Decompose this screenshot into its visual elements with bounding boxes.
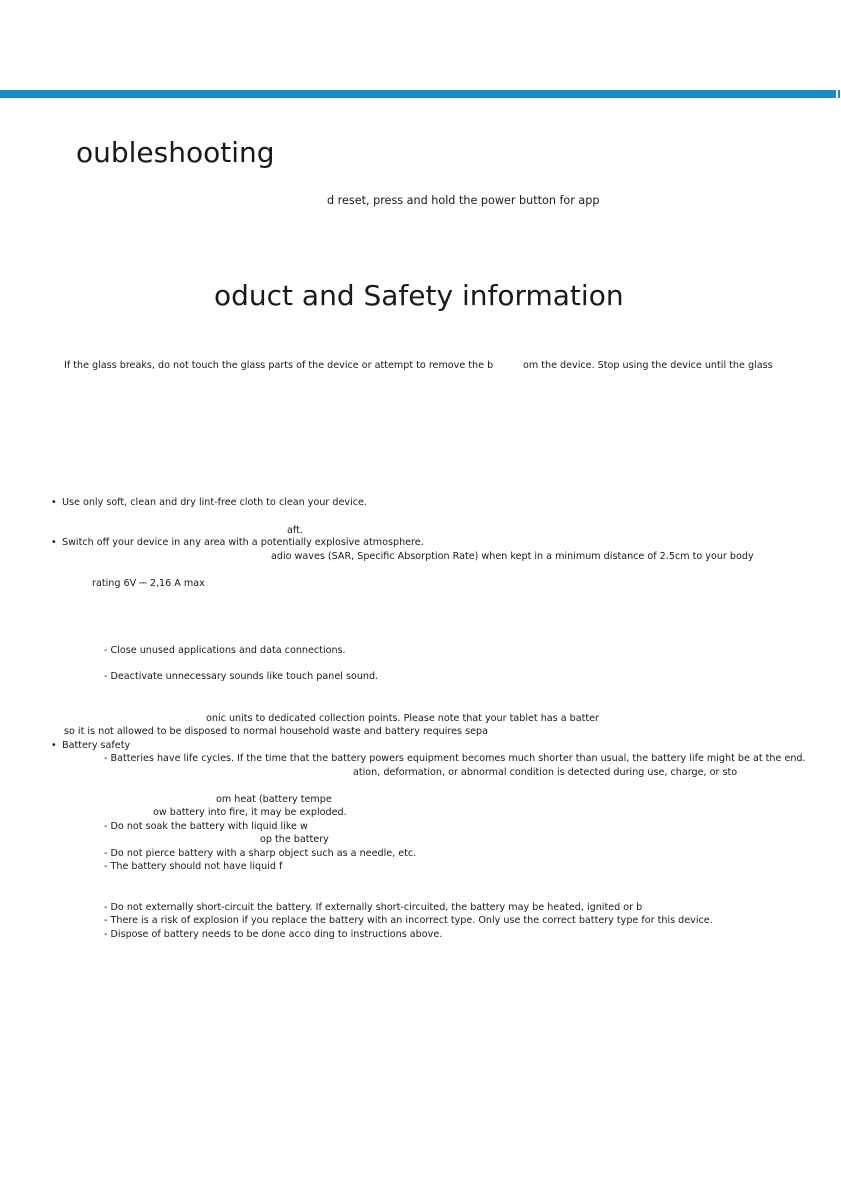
battery-safety-item: om heat (battery tempe bbox=[216, 794, 332, 805]
glass-warning-text: If the glass breaks, do not touch the glass parts of the device or attempt to remove the b bbox=[64, 360, 494, 371]
battery-safety-title: Battery safety bbox=[62, 740, 131, 751]
explosive-atmosphere-text: Switch off your device in any area with a potentially explosive atmosphere. bbox=[62, 537, 424, 548]
power-rating-text: rating 6V ⎓ 2,16 A max bbox=[92, 578, 205, 589]
battery-safety-item: - The battery should not have liquid f bbox=[104, 861, 283, 872]
battery-safety-item: - There is a risk of explosion if you replace the battery with an incorrect type. Only use the correct battery type for this device. bbox=[104, 915, 713, 926]
battery-safety-item: - Dispose of battery needs to be done acco ding to instructions above. bbox=[104, 929, 443, 940]
header-accent-rule bbox=[0, 90, 836, 98]
clean-device-text: Use only soft, clean and dry lint-free cloth to clean your device. bbox=[62, 497, 367, 508]
sar-text: adio waves (SAR, Specific Absorption Rate) when kept in a minimum distance of 2.5cm to your body bbox=[271, 551, 754, 562]
glass-warning-text-cont: om the device. Stop using the device until the glass bbox=[523, 360, 773, 371]
hard-reset-text: d reset, press and hold the power button for app bbox=[327, 194, 600, 207]
battery-tip-item: - Close unused applications and data connections. bbox=[104, 645, 346, 656]
disposal-text-line1: onic units to dedicated collection points. Please note that your tablet has a batter bbox=[206, 713, 599, 724]
bullet-icon: • bbox=[51, 537, 57, 548]
disposal-text-line2: so it is not allowed to be disposed to normal household waste and battery requires sepa bbox=[64, 726, 488, 737]
battery-tip-item: - Deactivate unnecessary sounds like touch panel sound. bbox=[104, 671, 379, 682]
aircraft-text-fragment: aft. bbox=[287, 525, 303, 536]
troubleshooting-heading: oubleshooting bbox=[76, 136, 275, 169]
battery-safety-item: op the battery bbox=[260, 834, 329, 845]
bullet-icon: • bbox=[51, 497, 57, 508]
bullet-icon: • bbox=[51, 740, 57, 751]
battery-safety-item: - Do not soak the battery with liquid like w bbox=[104, 821, 308, 832]
safety-heading: oduct and Safety information bbox=[214, 279, 624, 312]
header-accent-tick bbox=[838, 90, 840, 98]
battery-safety-item: ation, deformation, or abnormal condition is detected during use, charge, or sto bbox=[353, 767, 738, 778]
battery-safety-item: - Do not externally short-circuit the battery. If externally short-circuited, the battery may be heated, ignited or b bbox=[104, 902, 643, 913]
battery-safety-item: - Do not pierce battery with a sharp object such as a needle, etc. bbox=[104, 848, 417, 859]
battery-safety-item: ow battery into fire, it may be exploded. bbox=[153, 807, 347, 818]
battery-safety-item: - Batteries have life cycles. If the time that the battery powers equipment becomes much shorter than usual, the battery life might be at the end. bbox=[104, 753, 806, 764]
